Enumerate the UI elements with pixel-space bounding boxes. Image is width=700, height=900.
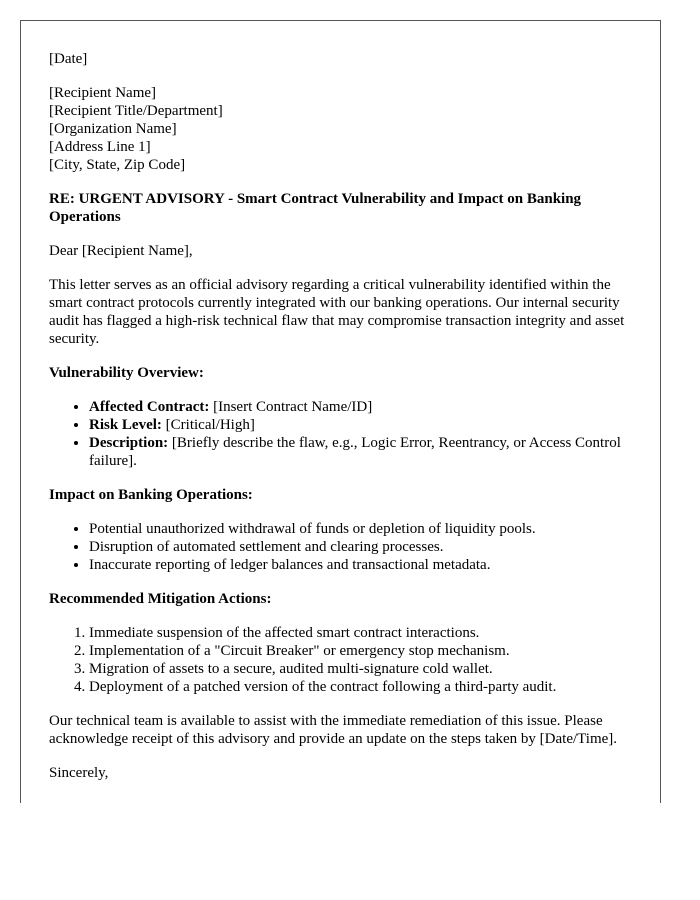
- impact-list: [49, 520, 632, 574]
- intro-paragraph: This letter serves as an official advisory regarding a critical vulnerability identified within the smart contract protocols currently integrated with our banking operations. Our internal security audit has flagged a high-risk technical flaw that may compromise transaction integrity and asset security.: [49, 277, 625, 347]
- recipient-city: [City, State, Zip Code]: [49, 157, 186, 173]
- letter-document: [20, 20, 661, 803]
- list-item: 3. Migration of assets to a secure, audited multi-signature cold wallet.: [89, 660, 632, 678]
- impact-heading: Impact on Banking Operations:: [49, 487, 253, 503]
- letter-date: [Date]: [49, 51, 88, 67]
- list-item-label: Affected Contract:: [89, 399, 210, 415]
- recipient-organization: [Organization Name]: [49, 121, 177, 137]
- list-item-label: Description:: [89, 435, 169, 451]
- recipient-name: [Recipient Name]: [49, 85, 157, 101]
- list-item-value: [Insert Contract Name/ID]: [209, 399, 373, 415]
- subject-line: RE: URGENT ADVISORY - Smart Contract Vulnerability and Impact on Banking Operations: [49, 191, 582, 225]
- closing-paragraph: Our technical team is available to assist with the immediate remediation of this issue. Please acknowledge receipt of this advisory and provide an update on the steps taken by [Date/Time].: [49, 713, 618, 747]
- vulnerability-heading: Vulnerability Overview:: [49, 365, 204, 381]
- list-item: 1. Immediate suspension of the affected smart contract interactions.: [89, 624, 632, 642]
- recipient-address: [Address Line 1]: [49, 139, 151, 155]
- list-item: 2. Implementation of a "Circuit Breaker" or emergency stop mechanism.: [89, 642, 632, 660]
- salutation: Dear [Recipient Name],: [49, 243, 193, 259]
- mitigation-list: [49, 624, 632, 696]
- list-item: [89, 434, 632, 470]
- recipient-title: [Recipient Title/Department]: [49, 103, 223, 119]
- list-item-value: [Briefly describe the flaw, e.g., Logic Error, Reentrancy, or Access Control failure].: [89, 435, 621, 469]
- list-item: • Disruption of automated settlement and clearing processes.: [89, 538, 632, 556]
- list-item: 4. Deployment of a patched version of the contract following a third-party audit.: [89, 678, 632, 696]
- signoff: Sincerely,: [49, 765, 109, 781]
- list-item-value: [Critical/High]: [161, 417, 255, 433]
- list-item-label: Risk Level:: [89, 417, 162, 433]
- list-item: [89, 416, 632, 434]
- vulnerability-list: [49, 398, 632, 470]
- list-item: • Inaccurate reporting of ledger balances and transactional metadata.: [89, 556, 632, 574]
- recipient-block: [49, 84, 632, 174]
- mitigation-heading: Recommended Mitigation Actions:: [49, 591, 272, 607]
- list-item: [89, 398, 632, 416]
- list-item: • Potential unauthorized withdrawal of funds or depletion of liquidity pools.: [89, 520, 632, 538]
